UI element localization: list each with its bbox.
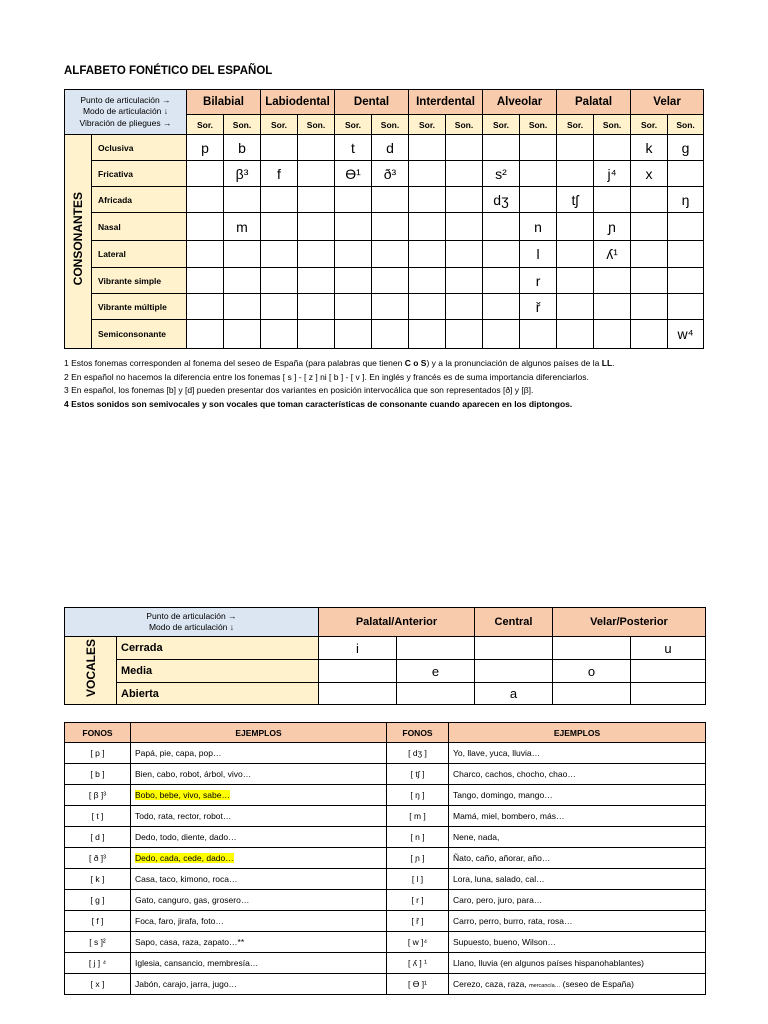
phoneme-cell [372, 187, 409, 213]
phoneme-cell [372, 268, 409, 294]
vowels-category-label [65, 637, 117, 705]
phoneme-cell [298, 241, 335, 268]
phoneme-cell [483, 268, 520, 294]
examples-header-ejemplos: EJEMPLOS [449, 723, 706, 743]
examples-cell [449, 785, 706, 806]
phoneme-cell [520, 187, 557, 213]
phone-cell: [ m ] [387, 806, 449, 827]
phoneme-cell [631, 187, 668, 213]
phone-cell: [ f ] [65, 911, 131, 932]
examples-text: Yo, llave, yuca, lluvia… [453, 748, 541, 758]
vowel-cell: i [319, 637, 397, 660]
phoneme-cell [409, 161, 446, 187]
examples-text: Tango, domingo, mango… [453, 790, 553, 800]
examples-text: Casa, taco, kimono, roca… [135, 874, 238, 884]
examples-cell [449, 953, 706, 974]
phoneme-cell [335, 320, 372, 349]
mode-label: Nasal [92, 213, 187, 241]
examples-header-fonos: FONOS [65, 723, 131, 743]
phoneme-cell [483, 213, 520, 241]
phoneme-cell [187, 294, 224, 320]
phoneme-cell [261, 294, 298, 320]
phoneme-cell [594, 135, 631, 161]
phoneme-cell: d [372, 135, 409, 161]
vowel-mode-label: Media [117, 660, 319, 683]
vowel-place-header: Velar/Posterior [553, 608, 706, 637]
footnote-3: 3 En español, los fonemas [b] y [d] pueden presentar dos variantes en posición intervocálica que son representados [ð] y [β]. [64, 385, 534, 396]
mode-label: Semiconsonante [92, 320, 187, 349]
examples-text: Jabón, carajo, jarra, jugo… [135, 979, 238, 989]
vowels-category-text: VOCALES [83, 638, 98, 697]
vowel-cell [553, 637, 631, 660]
phoneme-cell: ʎ¹ [594, 241, 631, 268]
phoneme-cell [261, 187, 298, 213]
vowel-cell [319, 660, 397, 683]
vowels-table [64, 607, 706, 705]
consonants-table [64, 89, 704, 349]
phoneme-cell [631, 294, 668, 320]
phoneme-cell [335, 241, 372, 268]
phone-cell: [ t ] [65, 806, 131, 827]
phoneme-cell [668, 213, 704, 241]
phoneme-cell [187, 213, 224, 241]
phoneme-cell: w⁴ [668, 320, 704, 349]
place-header: Interdental [409, 90, 483, 115]
phoneme-cell [668, 161, 704, 187]
examples-cell [131, 890, 387, 911]
vowel-place-header: Palatal/Anterior [319, 608, 475, 637]
vowel-cell [397, 683, 475, 705]
phoneme-cell: m [224, 213, 261, 241]
phone-cell: [ l ] [387, 869, 449, 890]
examples-cell [131, 953, 387, 974]
phoneme-cell [594, 320, 631, 349]
phoneme-cell [557, 213, 594, 241]
vowel-place-header: Central [475, 608, 553, 637]
examples-table [64, 722, 706, 995]
examples-text: Sapo, casa, raza, zapato…** [135, 937, 245, 947]
vowels-corner-header [65, 608, 319, 637]
phone-cell: [ j ] ⁴ [65, 953, 131, 974]
phoneme-cell [298, 268, 335, 294]
consonants-category-text: CONSONANTES [71, 192, 85, 286]
phoneme-cell [668, 241, 704, 268]
phoneme-cell [594, 268, 631, 294]
examples-text-highlighted: Dedo, cada, cede, dado… [135, 853, 234, 863]
vowel-cell [475, 637, 553, 660]
vowel-cell [631, 683, 706, 705]
phoneme-cell [187, 161, 224, 187]
phoneme-cell [187, 241, 224, 268]
phoneme-cell: l [520, 241, 557, 268]
mode-label: Vibrante simple [92, 268, 187, 294]
phoneme-cell [446, 268, 483, 294]
place-header: Dental [335, 90, 409, 115]
footnote-1-text-c: ) y a la pronunciación de algunos países de la [426, 358, 602, 368]
voicing-header: Son. [446, 115, 483, 135]
footnote-1-bold-ll: LL [601, 358, 613, 368]
mode-label: Oclusiva [92, 135, 187, 161]
phone-cell: [ ɲ ] [387, 848, 449, 869]
place-header: Labiodental [261, 90, 335, 115]
phoneme-cell: t [335, 135, 372, 161]
voicing-header: Sor. [631, 115, 668, 135]
examples-cell [449, 806, 706, 827]
examples-cell [449, 848, 706, 869]
examples-cell [131, 932, 387, 953]
phone-cell: [ d ] [65, 827, 131, 848]
phoneme-cell [335, 268, 372, 294]
examples-cell [449, 827, 706, 848]
examples-text: Carro, perro, burro, rata, rosa… [453, 916, 573, 926]
footnote-4: 4 Estos sonidos son semivocales y son vocales que toman características de consonante cuando aparecen en los diptongos. [64, 398, 573, 409]
examples-text: Gato, canguro, gas, grosero… [135, 895, 250, 905]
phoneme-cell: s² [483, 161, 520, 187]
voicing-header: Son. [298, 115, 335, 135]
phoneme-cell: f [261, 161, 298, 187]
examples-cell [449, 890, 706, 911]
phoneme-cell [557, 241, 594, 268]
phoneme-cell [335, 294, 372, 320]
examples-cell [131, 827, 387, 848]
vowel-cell [475, 660, 553, 683]
examples-text: Foca, faro, jirafa, foto… [135, 916, 224, 926]
phoneme-cell [594, 294, 631, 320]
vowel-cell [319, 683, 397, 705]
phoneme-cell [446, 135, 483, 161]
phoneme-cell [298, 320, 335, 349]
voicing-header: Sor. [335, 115, 372, 135]
phoneme-cell [298, 213, 335, 241]
examples-cell [131, 785, 387, 806]
place-header: Palatal [557, 90, 631, 115]
vowel-mode-label: Abierta [117, 683, 319, 705]
phoneme-cell [335, 213, 372, 241]
examples-cell [449, 764, 706, 785]
footnote-1-bold-cs: C o S [404, 358, 427, 368]
phoneme-cell: ř [520, 294, 557, 320]
place-header: Velar [631, 90, 704, 115]
phoneme-cell [298, 187, 335, 213]
phone-cell: [ ř ] [387, 911, 449, 932]
phoneme-cell [372, 320, 409, 349]
phoneme-cell: dʒ [483, 187, 520, 213]
phoneme-cell: ϴ¹ [335, 161, 372, 187]
phoneme-cell [520, 161, 557, 187]
voicing-header: Son. [594, 115, 631, 135]
examples-header-ejemplos: EJEMPLOS [131, 723, 387, 743]
phoneme-cell [298, 161, 335, 187]
phoneme-cell [409, 320, 446, 349]
footnote-1-text-a: 1 Estos fonemas corresponden al fonema del seseo de España (para palabras que tienen [64, 358, 405, 368]
phoneme-cell [557, 161, 594, 187]
phone-cell: [ dʒ ] [387, 743, 449, 764]
place-header: Alveolar [483, 90, 557, 115]
examples-cell [449, 869, 706, 890]
voicing-header: Sor. [261, 115, 298, 135]
phoneme-cell: x [631, 161, 668, 187]
examples-text: Todo, rata, rector, robot… [135, 811, 232, 821]
phoneme-cell: n [520, 213, 557, 241]
phoneme-cell [409, 294, 446, 320]
vowel-cell: e [397, 660, 475, 683]
phoneme-cell [298, 294, 335, 320]
examples-cell [449, 974, 706, 995]
consonants-corner-header [65, 90, 187, 135]
examples-text: Papá, pie, capa, pop… [135, 748, 222, 758]
examples-cell [449, 743, 706, 764]
phoneme-cell [261, 268, 298, 294]
examples-text: Charco, cachos, chocho, chao… [453, 769, 576, 779]
mode-label: Vibrante múltiple [92, 294, 187, 320]
vowel-cell [397, 637, 475, 660]
voicing-header: Son. [668, 115, 704, 135]
mode-label: Africada [92, 187, 187, 213]
phone-cell: [ ϴ ]¹ [387, 974, 449, 995]
phoneme-cell: ð³ [372, 161, 409, 187]
corner-line-mode: Modo de articulación ↓ [148, 622, 235, 632]
phoneme-cell [446, 320, 483, 349]
examples-text-end: (seseo de España) [560, 979, 634, 989]
phoneme-cell: β³ [224, 161, 261, 187]
examples-text: Dedo, todo, diente, dado… [135, 832, 237, 842]
examples-cell [131, 764, 387, 785]
examples-cell [131, 806, 387, 827]
voicing-header: Sor. [187, 115, 224, 135]
examples-text-highlighted: Bobo, bebe, vivo, sabe… [135, 790, 230, 800]
phone-cell: [ ŋ ] [387, 785, 449, 806]
corner-line-place: Punto de articulación → [146, 610, 237, 621]
examples-text: Nene, nada, [453, 832, 500, 842]
phoneme-cell [409, 213, 446, 241]
phoneme-cell [446, 213, 483, 241]
phone-cell: [ b ] [65, 764, 131, 785]
phoneme-cell [261, 213, 298, 241]
examples-text: Caro, pero, juro, para… [453, 895, 543, 905]
mode-label: Fricativa [92, 161, 187, 187]
phone-cell: [ ð ]³ [65, 848, 131, 869]
phoneme-cell: g [668, 135, 704, 161]
phoneme-cell [261, 320, 298, 349]
phoneme-cell: p [187, 135, 224, 161]
examples-text-small: mercancía… [529, 983, 561, 989]
examples-cell [131, 974, 387, 995]
vowel-mode-label: Cerrada [117, 637, 319, 660]
examples-cell [131, 848, 387, 869]
voicing-header: Son. [372, 115, 409, 135]
phoneme-cell [261, 135, 298, 161]
voicing-header: Sor. [409, 115, 446, 135]
voicing-header: Sor. [557, 115, 594, 135]
phoneme-cell [224, 268, 261, 294]
examples-cell [449, 911, 706, 932]
phone-cell: [ β ]³ [65, 785, 131, 806]
corner-line-voicing: Vibración de pliegues → [79, 117, 172, 128]
phoneme-cell [409, 268, 446, 294]
mode-label: Lateral [92, 241, 187, 268]
phoneme-cell [187, 320, 224, 349]
phoneme-cell [446, 241, 483, 268]
phoneme-cell [631, 241, 668, 268]
phoneme-cell: ŋ [668, 187, 704, 213]
examples-cell [131, 869, 387, 890]
phoneme-cell [409, 135, 446, 161]
consonants-category-label [65, 135, 92, 349]
footnotes [64, 357, 615, 411]
phoneme-cell [224, 187, 261, 213]
phoneme-cell [520, 135, 557, 161]
vowel-cell: u [631, 637, 706, 660]
vowel-cell [553, 683, 631, 705]
page-title: ALFABETO FONÉTICO DEL ESPAÑOL [64, 65, 273, 77]
phoneme-cell [409, 187, 446, 213]
phoneme-cell [483, 241, 520, 268]
voicing-header: Sor. [483, 115, 520, 135]
vowel-cell: a [475, 683, 553, 705]
phoneme-cell [483, 294, 520, 320]
corner-line-place: Punto de articulación → [80, 94, 171, 105]
phoneme-cell [372, 213, 409, 241]
examples-cell [131, 911, 387, 932]
footnote-1-text-e: . [612, 358, 615, 368]
phoneme-cell [224, 241, 261, 268]
examples-text: Cerezo, caza, raza, [453, 979, 530, 989]
examples-text: Iglesia, cansancio, membresía… [135, 958, 259, 968]
phoneme-cell [298, 135, 335, 161]
phone-cell: [ p ] [65, 743, 131, 764]
examples-text: Supuesto, bueno, Wilson… [453, 937, 557, 947]
phoneme-cell [372, 294, 409, 320]
phoneme-cell [557, 294, 594, 320]
vowel-cell [631, 660, 706, 683]
phoneme-cell [261, 241, 298, 268]
phoneme-cell [668, 268, 704, 294]
phoneme-cell [446, 294, 483, 320]
phone-cell: [ s ]² [65, 932, 131, 953]
examples-header-fonos: FONOS [387, 723, 449, 743]
examples-text: Mamá, miel, bombero, más… [453, 811, 565, 821]
phoneme-cell [483, 320, 520, 349]
examples-text: Lora, luna, salado, cal… [453, 874, 545, 884]
phoneme-cell [557, 268, 594, 294]
phoneme-cell [335, 187, 372, 213]
vowel-cell: o [553, 660, 631, 683]
phoneme-cell [594, 187, 631, 213]
phoneme-cell [372, 241, 409, 268]
phone-cell: [ w ]⁴ [387, 932, 449, 953]
phone-cell: [ k ] [65, 869, 131, 890]
phoneme-cell: k [631, 135, 668, 161]
phoneme-cell [557, 135, 594, 161]
phone-cell: [ n ] [387, 827, 449, 848]
examples-text: Ñato, caño, añorar, año… [453, 853, 551, 863]
phoneme-cell [483, 135, 520, 161]
phoneme-cell [631, 268, 668, 294]
examples-cell [131, 743, 387, 764]
phone-cell: [ ʎ ] ¹ [387, 953, 449, 974]
phoneme-cell [446, 161, 483, 187]
phoneme-cell: tʃ [557, 187, 594, 213]
phoneme-cell [446, 187, 483, 213]
place-header: Bilabial [187, 90, 261, 115]
phoneme-cell [409, 241, 446, 268]
phone-cell: [ x ] [65, 974, 131, 995]
corner-line-mode: Modo de articulación ↓ [82, 106, 169, 117]
phoneme-cell [187, 268, 224, 294]
phoneme-cell [557, 320, 594, 349]
phoneme-cell [631, 213, 668, 241]
phone-cell: [ r ] [387, 890, 449, 911]
phoneme-cell [631, 320, 668, 349]
phoneme-cell [224, 294, 261, 320]
phoneme-cell [520, 320, 557, 349]
footnote-1 [64, 357, 615, 371]
examples-text: Bien, cabo, robot, árbol, vivo… [135, 769, 252, 779]
phoneme-cell [187, 187, 224, 213]
phoneme-cell: j⁴ [594, 161, 631, 187]
phone-cell: [ g ] [65, 890, 131, 911]
phoneme-cell [668, 294, 704, 320]
phoneme-cell: ɲ [594, 213, 631, 241]
phone-cell: [ tʃ ] [387, 764, 449, 785]
voicing-header: Son. [224, 115, 261, 135]
phoneme-cell: r [520, 268, 557, 294]
examples-cell [449, 932, 706, 953]
footnote-2: 2 En español no hacemos la diferencia entre los fonemas [ s ] - [ z ] ni [ b ] - [ v ]. En inglés y francés es de suma importancia diferenciarlos. [64, 371, 589, 382]
phoneme-cell [224, 320, 261, 349]
phoneme-cell: b [224, 135, 261, 161]
voicing-header: Son. [520, 115, 557, 135]
examples-text: Llano, lluvia (en algunos países hispanohablantes) [453, 958, 644, 968]
